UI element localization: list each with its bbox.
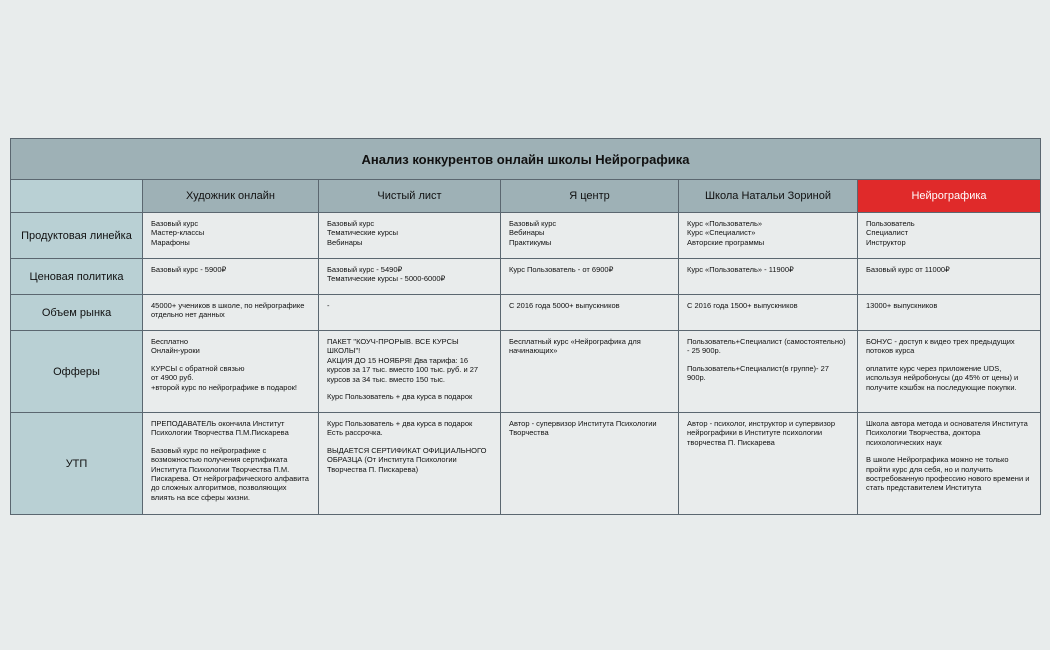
- cell-paragraph: Пользователь Специалист Инструктор: [866, 219, 915, 247]
- cell-paragraph: Базовый курс по нейрографике с возможностью получения сертификата Института Психологии Творчества П.М. Пискарева. От нейрографического алфавита до сложных алгоритмов, позволяющих влиять на все сферы жизни.: [151, 445, 309, 502]
- cell-paragraph: Автор - супервизор Института Психологии Творчества: [509, 419, 657, 438]
- table-cell: [501, 413, 679, 515]
- table-cell: [319, 413, 501, 515]
- cell-paragraph: С 2016 года 5000+ выпускников: [509, 301, 620, 310]
- table-cell: [501, 331, 679, 413]
- table-cell: [319, 331, 501, 413]
- cell-paragraph: Бесплатный курс «Нейрографика для начинающих»: [509, 337, 641, 356]
- table-row-pricing: [11, 259, 1041, 295]
- cell-paragraph: Базовый курс Мастер-классы Марафоны: [151, 219, 205, 247]
- cell-paragraph: Курс «Пользователь» - 11900₽: [687, 265, 794, 274]
- cell-paragraph: Базовый курс - 5490₽ Тематические курсы - 5000-6000₽: [327, 265, 446, 284]
- header-row: [11, 180, 1041, 213]
- table-cell: [501, 213, 679, 259]
- table-cell: [143, 213, 319, 259]
- table-row-market-size: [11, 295, 1041, 331]
- table-cell: [143, 259, 319, 295]
- title-row: [11, 139, 1041, 180]
- cell-paragraph: Курс Пользователь + два курса в подарок: [327, 391, 473, 401]
- row-label-market-size: Объем рынка: [11, 295, 143, 331]
- table-row-usp: [11, 413, 1041, 515]
- cell-paragraph: Базовый курс Тематические курсы Вебинары: [327, 219, 399, 247]
- cell-paragraph: 13000+ выпускников: [866, 301, 938, 310]
- competitor-analysis-table: [10, 138, 1041, 515]
- cell-paragraph: -: [327, 301, 330, 310]
- table-cell: [679, 413, 858, 515]
- table-row-offers: [11, 331, 1041, 413]
- table-cell: [858, 331, 1041, 413]
- competitor-table-container: [10, 138, 1040, 515]
- table-cell: [143, 331, 319, 413]
- cell-paragraph: Пользователь+Специалист(в группе)- 27 900р.: [687, 363, 829, 383]
- cell-paragraph: ПРЕПОДАВАТЕЛЬ окончила Институт Психологии Творчества П.М.Пискарева: [151, 419, 289, 438]
- table-cell: [319, 213, 501, 259]
- cell-paragraph: ВЫДАЕТСЯ СЕРТИФИКАТ ОФИЦИАЛЬНОГО ОБРАЗЦА (От Института Психологии Творчества П. Пискарева): [327, 445, 487, 474]
- column-header-neirografika: Нейрографика: [858, 180, 1041, 213]
- table-cell: [501, 259, 679, 295]
- table-cell: [858, 413, 1041, 515]
- table-cell: [143, 295, 319, 331]
- table-cell: [858, 213, 1041, 259]
- table-row-product-line: [11, 213, 1041, 259]
- table-cell: [679, 213, 858, 259]
- cell-paragraph: Курс Пользователь + два курса в подарок Есть рассрочка.: [327, 419, 473, 438]
- cell-paragraph: Бесплатно Онлайн-уроки: [151, 337, 200, 356]
- row-label-pricing: Ценовая политика: [11, 259, 143, 295]
- row-label-offers: Офферы: [11, 331, 143, 413]
- cell-paragraph: Курс Пользователь - от 6900₽: [509, 265, 614, 274]
- column-header-shkola-zorinoy: Школа Натальи Зориной: [679, 180, 858, 213]
- cell-paragraph: Пользователь+Специалист (самостоятельно) - 25 900р.: [687, 337, 846, 356]
- row-label-product-line: Продуктовая линейка: [11, 213, 143, 259]
- column-header-ya-centr: Я центр: [501, 180, 679, 213]
- cell-paragraph: Курс «Пользователь» Курс «Специалист» Авторские программы: [687, 219, 765, 247]
- cell-paragraph: Базовый курс - 5900₽: [151, 265, 227, 274]
- cell-paragraph: Автор - психолог, инструктор и супервизор нейрографики в Институте психологии творчества П. Пискарева: [687, 419, 836, 447]
- cell-paragraph: 45000+ учеников в школе, по нейрографике отдельно нет данных: [151, 301, 305, 320]
- cell-paragraph: КУРСЫ с обратной связью от 4900 руб. +второй курс по нейрографике в подарок!: [151, 363, 297, 392]
- cell-paragraph: оплатите курс через приложение UDS, используя нейробонусы (до 45% от цены) и получите кэшбэк на последующие покупки.: [866, 363, 1019, 392]
- column-header-chisty-list: Чистый лист: [319, 180, 501, 213]
- table-cell: [679, 259, 858, 295]
- table-title: Анализ конкурентов онлайн школы Нейрографика: [11, 139, 1041, 180]
- table-cell: [858, 259, 1041, 295]
- table-cell: [319, 259, 501, 295]
- cell-paragraph: В школе Нейрографика можно не только пройти курс для себя, но и получить востребованную профессию нового времени и стать представителем Института: [866, 455, 1030, 493]
- table-cell: [679, 331, 858, 413]
- column-header-hudozhnik-online: Художник онлайн: [143, 180, 319, 213]
- table-cell: [319, 295, 501, 331]
- cell-paragraph: БОНУС - доступ к видео трех предыдущих потоков курса: [866, 337, 1015, 356]
- table-cell: [501, 295, 679, 331]
- cell-paragraph: Базовый курс от 11000₽: [866, 265, 950, 274]
- cell-paragraph: Базовый курс Вебинары Практикумы: [509, 219, 557, 247]
- cell-paragraph: ПАКЕТ "КОУЧ-ПРОРЫВ. ВСЕ КУРСЫ ШКОЛЫ"! АКЦИЯ ДО 15 НОЯБРЯ! Два тарифа: 16 курсов за 17 тыс. вместо 100 тыс. руб. и 27 курсов за 34 тыс. вместо 150 тыс.: [327, 337, 479, 384]
- corner-header: [11, 180, 143, 213]
- row-label-usp: УТП: [11, 413, 143, 515]
- cell-paragraph: Школа автора метода и основателя Института Психологии Творчества, доктора психологических наук: [866, 419, 1028, 447]
- table-cell: [858, 295, 1041, 331]
- table-cell: [679, 295, 858, 331]
- table-cell: [143, 413, 319, 515]
- cell-paragraph: С 2016 года 1500+ выпускников: [687, 301, 798, 310]
